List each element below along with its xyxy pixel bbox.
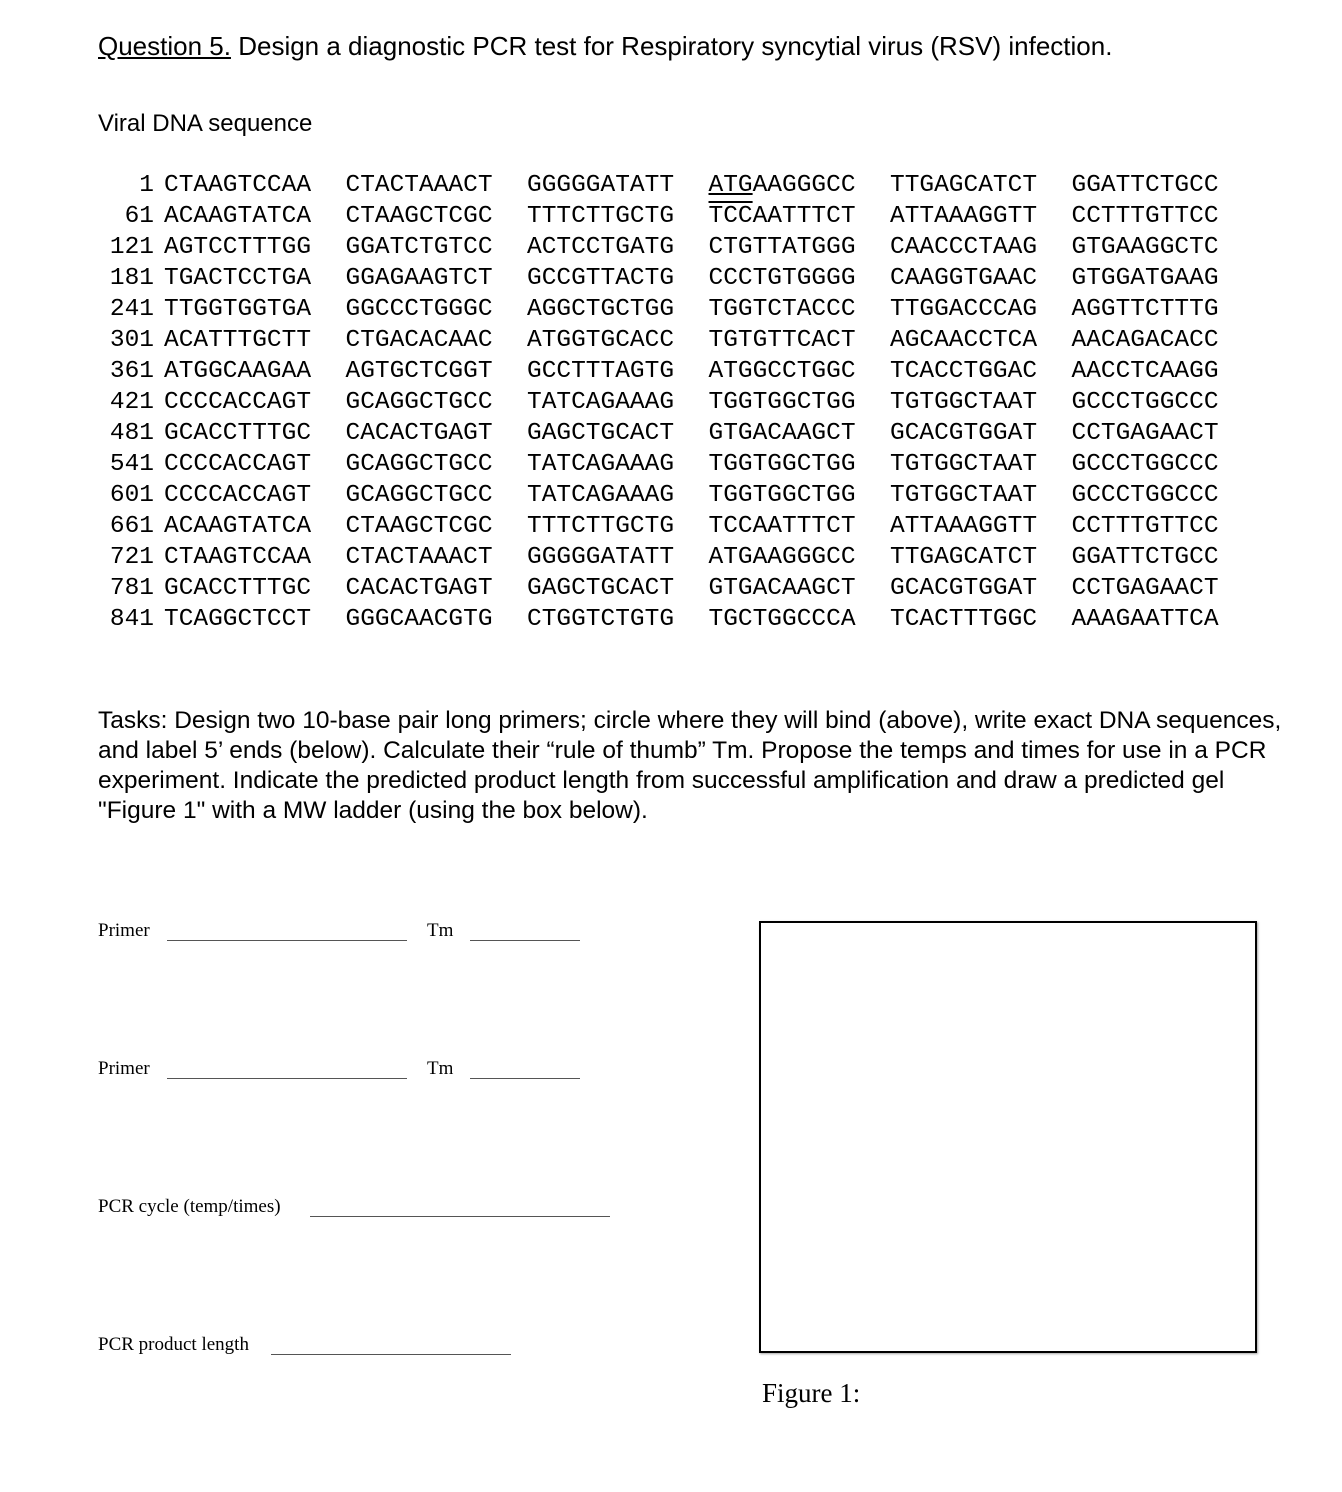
- sequence-chunk[interactable]: $\overline{TCC}AATTTCT$: [708, 203, 856, 230]
- sequence-chunk[interactable]: CCTTTGTTCC: [1071, 513, 1219, 540]
- sequence-chunk[interactable]: TGGTGGCTGG: [708, 482, 856, 509]
- sequence-chunk[interactable]: TCACCTGGAC: [890, 358, 1038, 385]
- sequence-chunk[interactable]: TGGTCTACCC: [708, 296, 856, 323]
- sequence-chunk[interactable]: ACAAGTATCA: [164, 513, 312, 540]
- sequence-chunk[interactable]: AGTGCTCGGT: [345, 358, 493, 385]
- sequence-chunk[interactable]: CTAAGCTCGC: [345, 513, 493, 540]
- sequence-position-number: 721: [109, 544, 154, 571]
- sequence-chunk[interactable]: CTAAGCTCGC: [345, 203, 493, 230]
- sequence-chunk[interactable]: TGTGGCTAAT: [890, 451, 1038, 478]
- sequence-position-number: 301: [109, 327, 154, 354]
- sequence-chunk[interactable]: TCACTTTGGC: [890, 606, 1038, 633]
- primer-1-input-line[interactable]: [167, 940, 407, 941]
- sequence-chunk[interactable]: GCAGGCTGCC: [345, 482, 493, 509]
- sequence-position-number: 841: [109, 606, 154, 633]
- sequence-chunk[interactable]: TGTGGCTAAT: [890, 389, 1038, 416]
- pcr-product-length-input-line[interactable]: [271, 1354, 511, 1355]
- sequence-position-number: 541: [109, 451, 154, 478]
- sequence-chunk[interactable]: ACAAGTATCA: [164, 203, 312, 230]
- sequence-chunk[interactable]: GGATCTGTCC: [345, 234, 493, 261]
- sequence-position-number: 601: [109, 482, 154, 509]
- primer-2-label: Primer: [98, 1058, 150, 1079]
- sequence-chunk[interactable]: AAAGAATTCA: [1071, 606, 1219, 633]
- sequence-chunk[interactable]: ATGGCAAGAA: [164, 358, 312, 385]
- sequence-chunk[interactable]: CCCCACCAGT: [164, 389, 312, 416]
- sequence-heading: Viral DNA sequence: [98, 110, 313, 137]
- tm-2-input-line[interactable]: [470, 1078, 580, 1079]
- sequence-chunk[interactable]: GCCCTGGCCC: [1071, 451, 1219, 478]
- pcr-product-length-label: PCR product length: [98, 1334, 249, 1355]
- sequence-chunk[interactable]: GAGCTGCACT: [527, 575, 675, 602]
- sequence-position-number: 181: [109, 265, 154, 292]
- sequence-chunk[interactable]: GCCCTGGCCC: [1071, 482, 1219, 509]
- sequence-row: [98, 294, 1253, 325]
- sequence-chunk[interactable]: TGTGGCTAAT: [890, 482, 1038, 509]
- sequence-chunk[interactable]: TGGTGGCTGG: [708, 451, 856, 478]
- sequence-chunk[interactable]: GTGAAGGCTC: [1071, 234, 1219, 261]
- sequence-position-number: 61: [124, 203, 154, 230]
- sequence-chunk[interactable]: TATCAGAAAG: [527, 389, 675, 416]
- sequence-chunk[interactable]: AACCTCAAGG: [1071, 358, 1219, 385]
- tm-1-label: Tm: [427, 920, 454, 941]
- sequence-row: [98, 387, 1253, 418]
- tm-2-label: Tm: [427, 1058, 454, 1079]
- sequence-chunk[interactable]: TTGAGCATCT: [890, 172, 1038, 199]
- sequence-row: [98, 170, 1253, 201]
- sequence-chunk[interactable]: GCAGGCTGCC: [345, 389, 493, 416]
- sequence-chunk[interactable]: TATCAGAAAG: [527, 482, 675, 509]
- sequence-chunk[interactable]: CCTGAGAACT: [1071, 575, 1219, 602]
- sequence-row: [98, 418, 1253, 449]
- sequence-chunk[interactable]: TATCAGAAAG: [527, 451, 675, 478]
- question-title: [98, 31, 1112, 62]
- sequence-chunk[interactable]: CTAAGTCCAA: [164, 172, 312, 199]
- sequence-chunk[interactable]: AGGCTGCTGG: [527, 296, 675, 323]
- sequence-chunk[interactable]: ATTAAAGGTT: [890, 513, 1038, 540]
- sequence-chunk[interactable]: TTGAGCATCT: [890, 544, 1038, 571]
- sequence-chunk[interactable]: GGAGAAGTCT: [345, 265, 493, 292]
- sequence-chunk[interactable]: TTTCTTGCTG: [527, 513, 675, 540]
- sequence-chunk[interactable]: CTGGTCTGTG: [527, 606, 675, 633]
- sequence-row: [98, 232, 1253, 263]
- sequence-chunk[interactable]: CACACTGAGT: [345, 420, 493, 447]
- sequence-chunk[interactable]: ATGAAGGGCC: [708, 544, 856, 571]
- sequence-mark: $\overline{TCC}$: [708, 203, 753, 230]
- sequence-position-number: 361: [109, 358, 154, 385]
- sequence-chunk[interactable]: CCCTGTGGGG: [708, 265, 856, 292]
- sequence-row: [98, 542, 1253, 573]
- sequence-row: [98, 511, 1253, 542]
- sequence-chunk[interactable]: AGCAACCTCA: [890, 327, 1038, 354]
- pcr-cycle-input-line[interactable]: [310, 1216, 610, 1217]
- sequence-chunk[interactable]: CTGTTATGGG: [708, 234, 856, 261]
- sequence-chunk[interactable]: ACATTTGCTT: [164, 327, 312, 354]
- sequence-chunk[interactable]: AGGTTCTTTG: [1071, 296, 1219, 323]
- tm-1-input-line[interactable]: [470, 940, 580, 941]
- sequence-chunk[interactable]: TTGGACCCAG: [890, 296, 1038, 323]
- sequence-chunk[interactable]: CTACTAAACT: [345, 172, 493, 199]
- sequence-chunk[interactable]: TCCAATTTCT: [708, 513, 856, 540]
- sequence-position-number: 241: [109, 296, 154, 323]
- sequence-position-number: 481: [109, 420, 154, 447]
- sequence-chunk[interactable]: TGTGTTCACT: [708, 327, 856, 354]
- sequence-chunk[interactable]: AGTCCTTTGG: [164, 234, 312, 261]
- sequence-chunk[interactable]: GCCCTGGCCC: [1071, 389, 1219, 416]
- sequence-chunk[interactable]: GCACCTTTGC: [164, 575, 312, 602]
- gel-drawing-box[interactable]: [759, 921, 1257, 1353]
- sequence-chunk[interactable]: GTGACAAGCT: [708, 420, 856, 447]
- sequence-chunk[interactable]: GGATTCTGCC: [1071, 172, 1219, 199]
- sequence-chunk[interactable]: CCCCACCAGT: [164, 482, 312, 509]
- question-number: Question 5.: [98, 31, 231, 61]
- sequence-row: [98, 480, 1253, 511]
- sequence-chunk[interactable]: GAGCTGCACT: [527, 420, 675, 447]
- sequence-chunk[interactable]: GGGGGATATT: [527, 544, 675, 571]
- sequence-chunk[interactable]: AACAGACACC: [1071, 327, 1219, 354]
- sequence-chunk[interactable]: GCCGTTACTG: [527, 265, 675, 292]
- sequence-chunk[interactable]: CCTTTGTTCC: [1071, 203, 1219, 230]
- sequence-chunk[interactable]: ATGGTGCACC: [527, 327, 675, 354]
- sequence-chunk[interactable]: TTTCTTGCTG: [527, 203, 675, 230]
- sequence-chunk[interactable]: GGCCCTGGGC: [345, 296, 493, 323]
- sequence-position-number: 661: [109, 513, 154, 540]
- sequence-mark: ATG: [708, 172, 753, 199]
- sequence-chunk[interactable]: TGCTGGCCCA: [708, 606, 856, 633]
- sequence-chunk[interactable]: GTGACAAGCT: [708, 575, 856, 602]
- tasks-instructions: Tasks: Design two 10-base pair long primers; circle where they will bind (above), write exact DNA sequences, and label 5’ ends (below). Calculate their “rule of thumb” Tm. Propose the temps and times for use in a PCR experiment. Indicate the predicted product length from successful amplification and draw a predicted gel "Figure 1" with a MW ladder (using the box below).: [98, 707, 1282, 824]
- pcr-cycle-label: PCR cycle (temp/times): [98, 1196, 281, 1217]
- sequence-row: [98, 449, 1253, 480]
- sequence-chunk[interactable]: CAAGGTGAAC: [890, 265, 1038, 292]
- sequence-chunk[interactable]: GGGGGATATT: [527, 172, 675, 199]
- sequence-chunk[interactable]: GCACGTGGAT: [890, 575, 1038, 602]
- sequence-chunk[interactable]: ATTAAAGGTT: [890, 203, 1038, 230]
- sequence-row: [98, 604, 1253, 635]
- primer-1-label: Primer: [98, 920, 150, 941]
- sequence-chunk[interactable]: GCACGTGGAT: [890, 420, 1038, 447]
- sequence-chunk[interactable]: TCAGGCTCCT: [164, 606, 312, 633]
- question-text: Design a diagnostic PCR test for Respiratory syncytial virus (RSV) infection.: [230, 31, 1113, 61]
- sequence-chunk[interactable]: GCCTTTAGTG: [527, 358, 675, 385]
- sequence-chunk[interactable]: GGATTCTGCC: [1071, 544, 1219, 571]
- sequence-chunk[interactable]: CAACCCTAAG: [890, 234, 1038, 261]
- sequence-row: [98, 356, 1253, 387]
- primer-2-input-line[interactable]: [167, 1078, 407, 1079]
- sequence-position-number: 1: [139, 172, 154, 199]
- sequence-chunk[interactable]: CACACTGAGT: [345, 575, 493, 602]
- sequence-chunk[interactable]: GTGGATGAAG: [1071, 265, 1219, 292]
- sequence-chunk[interactable]: ATGAAGGGCC: [708, 172, 856, 199]
- sequence-chunk[interactable]: GCAGGCTGCC: [345, 451, 493, 478]
- sequence-chunk[interactable]: CTACTAAACT: [345, 544, 493, 571]
- sequence-chunk[interactable]: ATGGCCTGGC: [708, 358, 856, 385]
- sequence-row: [98, 201, 1253, 232]
- sequence-position-number: 421: [109, 389, 154, 416]
- sequence-chunk[interactable]: CTGACACAAC: [345, 327, 493, 354]
- sequence-chunk[interactable]: TGGTGGCTGG: [708, 389, 856, 416]
- sequence-position-number: 781: [109, 575, 154, 602]
- dna-sequence-block: [98, 170, 1253, 635]
- sequence-chunk[interactable]: TGACTCCTGA: [164, 265, 312, 292]
- sequence-row: [98, 325, 1253, 356]
- sequence-row: [98, 263, 1253, 294]
- sequence-chunk[interactable]: ACTCCTGATG: [527, 234, 675, 261]
- figure-label: Figure 1:: [762, 1378, 861, 1408]
- sequence-row: [98, 573, 1253, 604]
- sequence-position-number: 121: [109, 234, 154, 261]
- sequence-chunk[interactable]: GCACCTTTGC: [164, 420, 312, 447]
- sequence-chunk[interactable]: CTAAGTCCAA: [164, 544, 312, 571]
- sequence-chunk[interactable]: CCCCACCAGT: [164, 451, 312, 478]
- sequence-chunk[interactable]: CCTGAGAACT: [1071, 420, 1219, 447]
- sequence-chunk[interactable]: GGGCAACGTG: [345, 606, 493, 633]
- sequence-chunk[interactable]: TTGGTGGTGA: [164, 296, 312, 323]
